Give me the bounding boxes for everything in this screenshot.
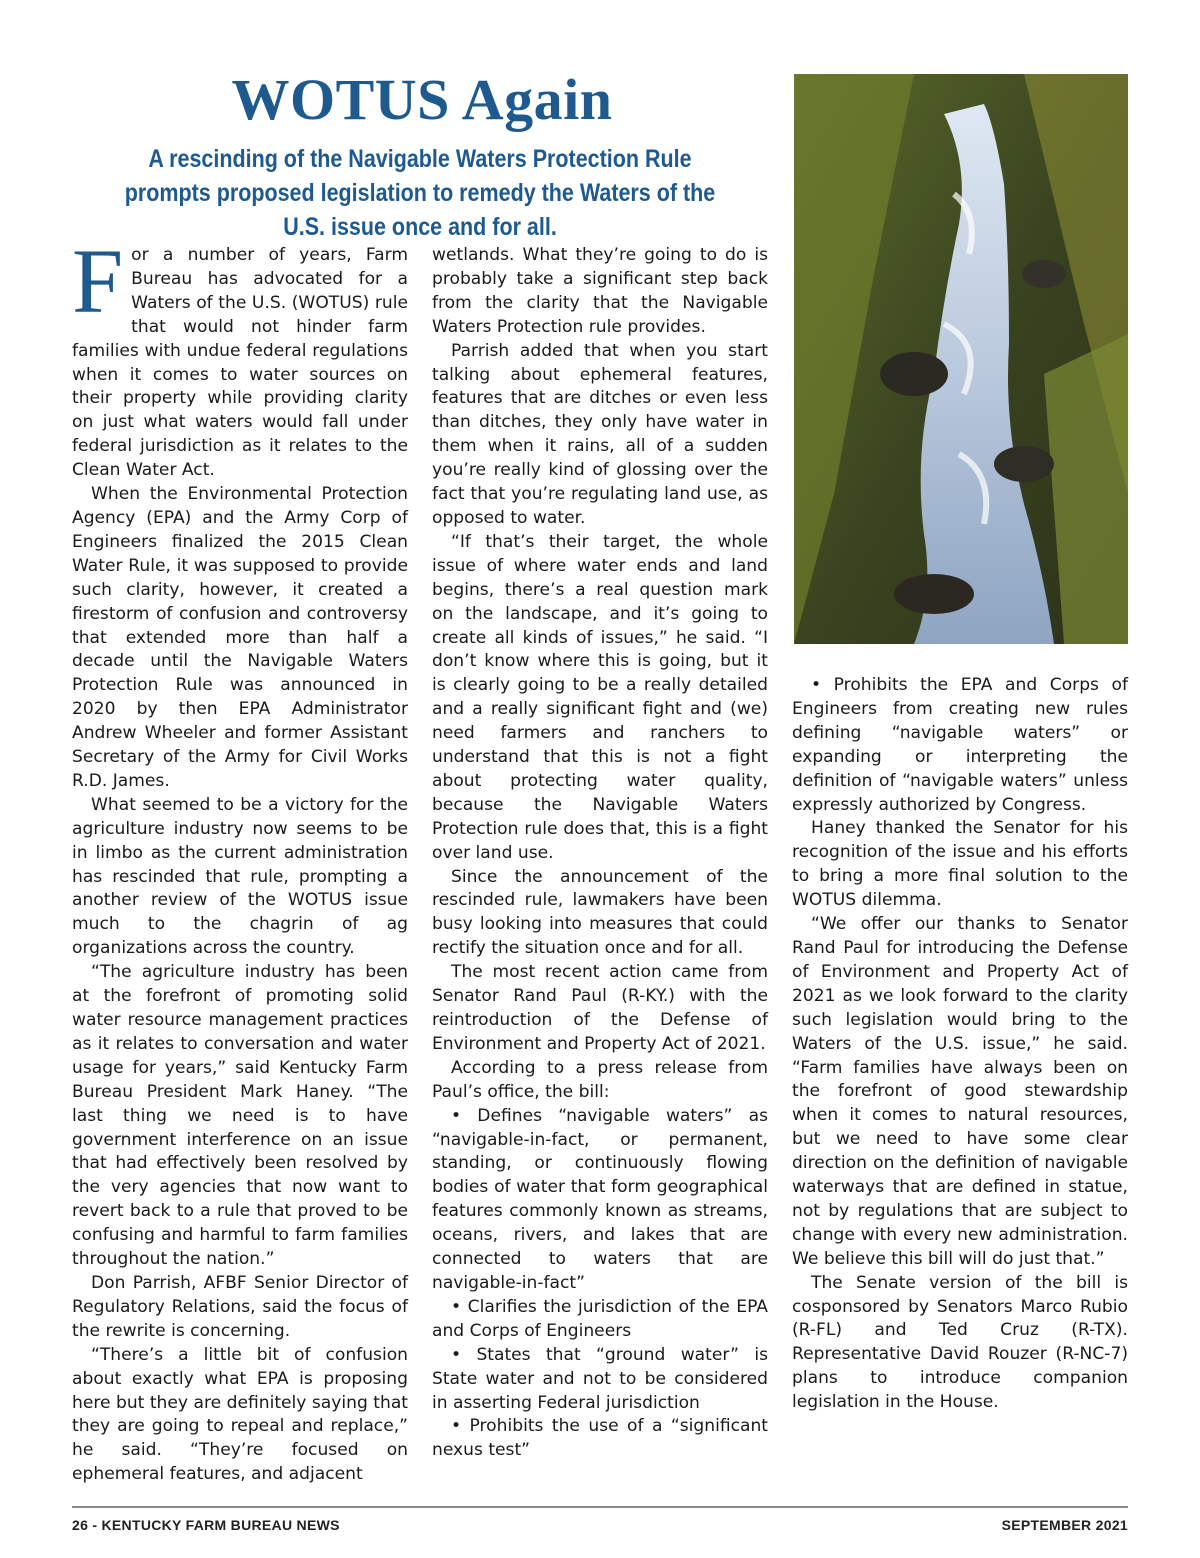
- paragraph: When the Environmental Protection Agency (EPA) and the Army Corp of Engineers finalized the 2015 Clean Water Rule, it was supposed to provide such clarity, however, it created a firestorm of confusion and controversy that extended more than half a decade until the Navigable Waters Protection Rule was announced in 2020 by then EPA Administrator Andrew Wheeler and former Assistant Secretary of the Army for Civil Works R.D. James.: [72, 484, 408, 791]
- bullet-item: • States that “ground water” is State water and not to be considered in asserting Federal jurisdiction: [432, 1344, 768, 1413]
- article-column-2: [432, 244, 768, 1463]
- bullet-item: • Prohibits the use of a “significant nexus test”: [432, 1416, 768, 1461]
- bullet-item: • Defines “navigable waters” as “navigable-in-fact, or permanent, standing, or continuously flowing bodies of water that form geographical features commonly known as streams, oceans, rivers, and lakes that are connected to waters that are navigable-in-fact”: [432, 1105, 768, 1293]
- paragraph: For a number of years, Farm Bureau has advocated for a Waters of the U.S. (WOTUS) rule that would not hinder farm families with undue federal regulations when it comes to water sources on their property while providing clarity on just what waters would fall under federal jurisdiction as it relates to the Clean Water Act.: [72, 230, 408, 481]
- footer-divider: [72, 1506, 1128, 1508]
- footer-issue-date: SEPTEMBER 2021: [1001, 1517, 1128, 1533]
- paragraph: According to a press release from Paul’s office, the bill:: [432, 1057, 768, 1102]
- bullet-item: • Clarifies the jurisdiction of the EPA and Corps of Engineers: [432, 1296, 768, 1341]
- paragraph: Parrish added that when you start talking about ephemeral features, features that are ditches or even less than ditches, they only have water in them when it rains, all of a sudden you’re really kind of glossing over the fact that you’re regulating land use, as opposed to water.: [432, 340, 768, 528]
- paragraph: Don Parrish, AFBF Senior Director of Regulatory Relations, said the focus of the rewrite is concerning.: [72, 1272, 408, 1341]
- waterfall-photo: [794, 74, 1128, 644]
- paragraph: Haney thanked the Senator for his recognition of the issue and his efforts to bring a more final solution to the WOTUS dilemma.: [792, 818, 1128, 911]
- article-subtitle: A rescinding of the Navigable Waters Protection Rule prompts proposed legislation to remedy the Waters of the U.S. issue once and for all.: [124, 145, 716, 241]
- drop-cap: F: [72, 230, 124, 332]
- paragraph: “If that’s their target, the whole issue of where water ends and land begins, there’s a real question mark on the landscape, and it’s going to create all kinds of issues,” he said. “I don’t know where this is going, but it is clearly going to be a really detailed and a really significant fight and (we) need farmers and ranchers to understand that this is not a fight about protecting water quality, because the Navigable Waters Protection rule does that, this is a fight over land use.: [432, 531, 768, 863]
- paragraph: The Senate version of the bill is cosponsored by Senators Marco Rubio (R-FL) and Ted Cruz (R-TX). Representative David Rouzer (R-NC-7) plans to introduce companion legislation in the House.: [792, 1272, 1128, 1413]
- paragraph: The most recent action came from Senator Rand Paul (R-KY.) with the reintroduction of the Defense of Environment and Property Act of 2021.: [432, 962, 768, 1054]
- paragraph: “There’s a little bit of confusion about exactly what EPA is proposing here but they are definitely saying that they are going to repeal and replace,” he said. “They’re focused on ephemeral features, and adjacent: [72, 1344, 408, 1485]
- footer-page-info: 26 - KENTUCKY FARM BUREAU NEWS: [72, 1517, 340, 1533]
- paragraph: wetlands. What they’re going to do is probably take a significant step back from the clarity that the Navigable Waters Protection rule provides.: [432, 245, 768, 337]
- paragraph: “We offer our thanks to Senator Rand Paul for introducing the Defense of Environment and Property Act of 2021 as we look forward to the clarity such legislation would bring to the Waters of the U.S. issue,” he said. “Farm families have always been on the forefront of good stewardship when it comes to natural resources, but we need to have some clear direction on the definition of navigable waterways that are defined in statue, not by regulations that are subject to change with every new administration. We believe this bill will do just that.”: [792, 914, 1128, 1269]
- paragraph: “The agriculture industry has been at the forefront of promoting solid water resource management practices as it relates to conversation and water usage for years,” said Kentucky Farm Bureau President Mark Haney. “The last thing we need is to have government interference on an issue that had effectively been resolved by the very agencies that now want to revert back to a rule that proved to be confusing and harmful to farm families throughout the nation.”: [72, 962, 408, 1270]
- paragraph: Since the announcement of the rescinded rule, lawmakers have been busy looking into measures that could rectify the situation once and for all.: [432, 866, 768, 959]
- article-column-1: [72, 230, 408, 1487]
- paragraph: What seemed to be a victory for the agriculture industry now seems to be in limbo as the current administration has rescinded that rule, prompting a another review of the WOTUS issue much to the chagrin of ag organizations across the country.: [72, 794, 408, 959]
- bullet-item: • Prohibits the EPA and Corps of Engineers from creating new rules defining “navigable waters” or expanding or interpreting the definition of “navigable waters” unless expressly authorized by Congress.: [792, 675, 1128, 815]
- article-column-3: [792, 674, 1128, 1415]
- article-title: WOTUS Again: [231, 67, 613, 132]
